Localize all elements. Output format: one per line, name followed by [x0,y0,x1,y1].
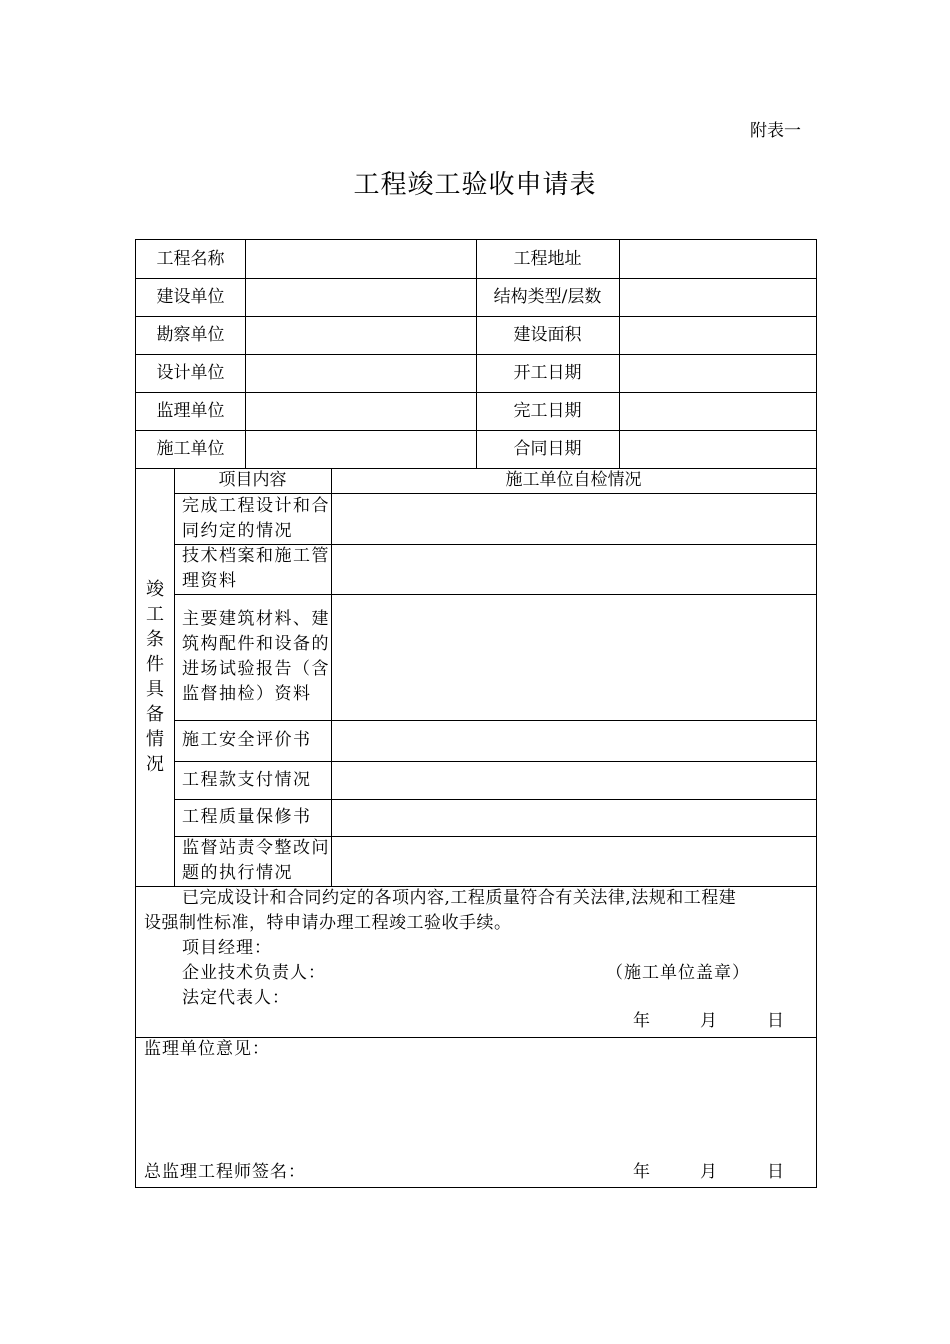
form-title: 工程竣工验收申请表 [353,170,597,200]
header-self-check: 施工单位自检情况 [505,470,642,490]
declaration-statement-line1: 已完成设计和合同约定的各项内容,工程质量符合有关法律,法规和工程建 [182,888,737,908]
check-rectification[interactable] [331,836,816,886]
label-structure-type: 结构类型/层数 [493,286,602,307]
field-building-area[interactable] [619,316,816,354]
condition-item-rectification: 监督站责令整改问题的执行情况 [182,838,330,883]
condition-item-warranty: 工程质量保修书 [182,807,312,827]
legal-rep-label: 法定代表人： [182,988,290,1008]
annex-label: 附表一 [750,121,801,141]
condition-item-payment: 工程款支付情况 [182,769,312,790]
chief-supervisor-signature-label: 总监理工程师签名： [144,1162,306,1182]
supervision-day: 日 [767,1162,784,1182]
field-supervision-unit[interactable] [245,392,476,430]
field-structure-type[interactable] [619,278,816,316]
declaration-section [136,886,816,1037]
condition-item-material-reports: 主要建筑材料、建筑构配件和设备的进场试验报告（含监督抽检）资料 [182,609,330,704]
label-start-date: 开工日期 [513,362,582,383]
field-project-name[interactable] [245,240,476,278]
check-safety-evaluation[interactable] [331,720,816,761]
field-contract-date[interactable] [619,430,816,468]
label-completion-date: 完工日期 [513,400,582,421]
field-start-date[interactable] [619,354,816,392]
check-technical-archives[interactable] [331,544,816,594]
label-supervision-unit: 监理单位 [156,400,225,421]
condition-item-safety-evaluation: 施工安全评价书 [182,730,312,750]
condition-item-technical-archives: 技术档案和施工管理资料 [182,546,330,591]
label-contract-date: 合同日期 [513,438,582,459]
condition-item-design-contract: 完成工程设计和合同约定的情况 [182,495,330,541]
field-completion-date[interactable] [619,392,816,430]
field-design-unit[interactable] [245,354,476,392]
declaration-year: 年 [633,1011,650,1031]
tech-lead-label: 企业技术负责人： [182,963,326,983]
label-project-name: 工程名称 [156,248,225,269]
declaration-month: 月 [700,1011,717,1031]
declaration-statement-line2: 设强制性标准，特申请办理工程竣工验收手续。 [144,913,512,933]
check-design-contract[interactable] [331,493,816,544]
supervision-year: 年 [633,1162,650,1182]
label-design-unit: 设计单位 [156,362,225,383]
contractor-seal-label: （施工单位盖章） [606,963,750,983]
field-contractor-unit[interactable] [245,430,476,468]
supervision-opinion-label: 监理单位意见： [144,1039,270,1059]
check-payment[interactable] [331,761,816,799]
field-project-address[interactable] [619,240,816,278]
supervision-opinion-field[interactable] [144,1062,808,1157]
supervision-month: 月 [700,1162,717,1182]
check-material-reports[interactable] [331,594,816,720]
header-item-content: 项目内容 [218,470,287,490]
label-building-area: 建设面积 [513,324,582,345]
declaration-day: 日 [767,1011,784,1031]
field-survey-unit[interactable] [245,316,476,354]
application-form [135,239,817,1188]
project-manager-label: 项目经理： [182,938,272,958]
supervision-section [136,1037,816,1187]
label-survey-unit: 勘察单位 [156,324,225,345]
label-project-address: 工程地址 [513,248,582,269]
label-construction-unit: 建设单位 [156,286,225,307]
label-contractor-unit: 施工单位 [156,438,225,459]
field-construction-unit[interactable] [245,278,476,316]
conditions-side-label-cell [136,468,174,886]
check-warranty[interactable] [331,799,816,836]
conditions-side-label: 竣工条件具备情况 [146,579,164,775]
